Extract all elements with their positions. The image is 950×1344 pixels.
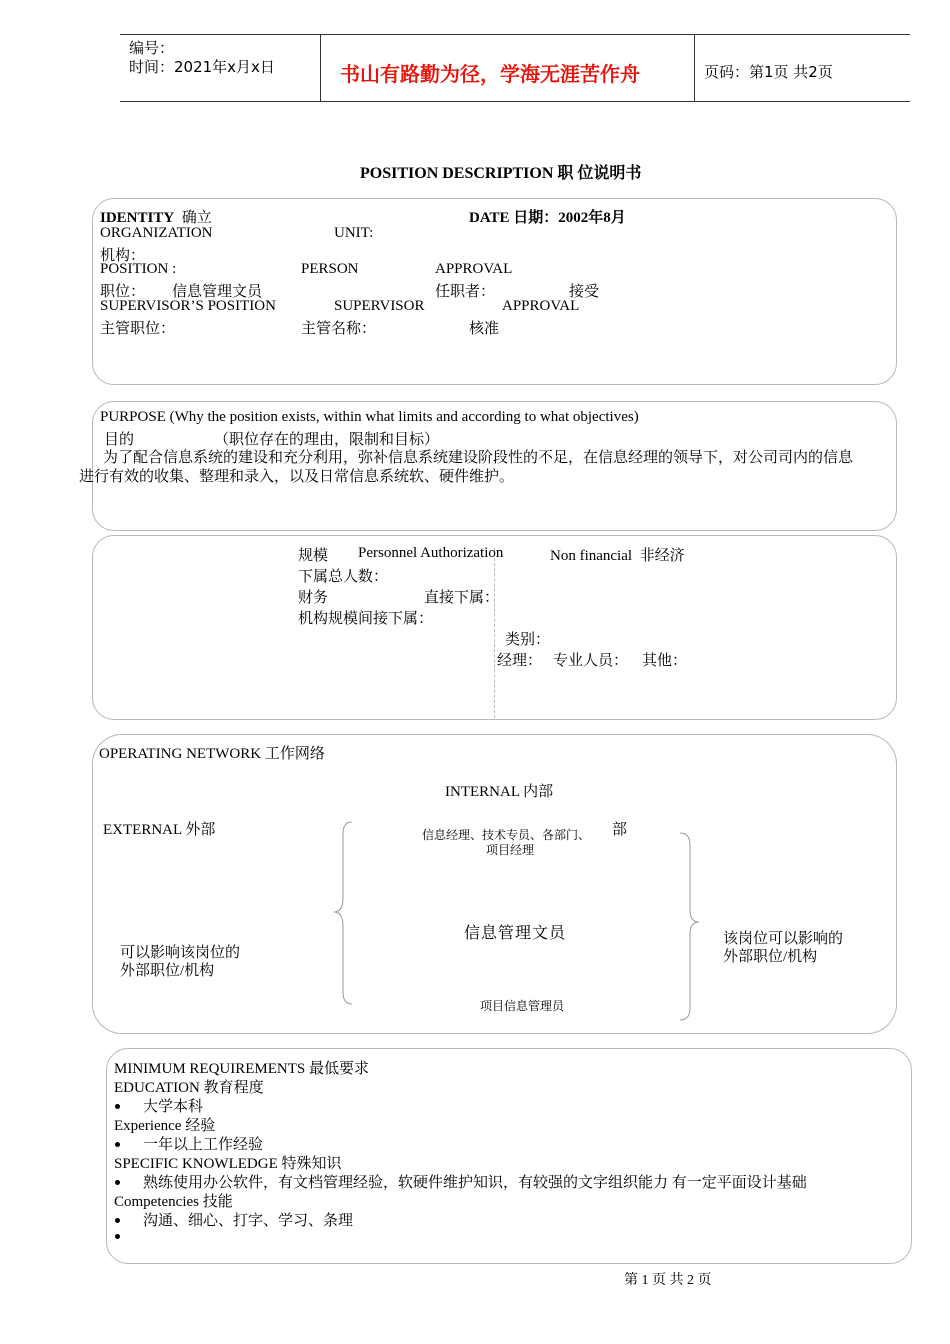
left-note-1: 可以影响该岗位的 — [120, 945, 241, 961]
purpose-text-line1: 为了配合信息系统的建设和充分利用，弥补信息系统建设阶段性的不足，在信息经理的领导下，对公司司内的信息 — [103, 450, 854, 466]
header-time-label: 时间：2021年x月x日 — [129, 58, 275, 76]
left-note-2: 外部职位/机构 — [120, 963, 215, 979]
supervisor-label: SUPERVISOR — [334, 298, 425, 314]
right-note-1: 该岗位可以影响的 — [723, 931, 844, 947]
direct-subordinates-label: 直接下属： — [424, 588, 500, 606]
competencies-label: Competencies 技能 — [114, 1194, 233, 1210]
organization-label: ORGANIZATION — [100, 225, 213, 241]
experience-item: 一年以上工作经验 — [143, 1137, 264, 1153]
professional-label: 专业人员： — [553, 651, 629, 669]
header-page-info: 页码：第1页 共2页 — [704, 63, 833, 81]
personnel-authorization-label: Personnel Authorization — [358, 545, 504, 561]
external-label: EXTERNAL 外部 — [103, 822, 216, 838]
subordinate-label: 项目信息管理员 — [480, 999, 565, 1013]
education-label: EDUCATION 教育程度 — [114, 1080, 264, 1096]
competencies-item: 沟通、细心、打字、学习、条理 — [143, 1213, 354, 1229]
category-label: 类别： — [505, 630, 551, 648]
experience-label: Experience 经验 — [114, 1118, 216, 1134]
non-financial-label: Non financial 非经济 — [550, 546, 685, 564]
total-subordinates-label: 下属总人数： — [298, 567, 389, 585]
other-label: 其他： — [642, 651, 688, 669]
requirements-title: MINIMUM REQUIREMENTS 最低要求 — [114, 1061, 370, 1077]
organization-cn-label: 机构： — [100, 248, 146, 264]
approval2-cn-label: 核准 — [469, 321, 500, 337]
position-value: 信息管理文员 — [172, 284, 263, 300]
supervisor-position-label: SUPERVISOR’S POSITION — [100, 298, 276, 314]
bullet-empty — [115, 1234, 120, 1239]
internal-peers-suffix: 部 — [612, 822, 628, 838]
document-title: POSITION DESCRIPTION 职 位说明书 — [360, 165, 642, 182]
purpose-text-line2: 进行有效的收集、整理和录入，以及日常信息系统软、硬件维护。 — [79, 469, 515, 485]
left-bracket — [334, 822, 352, 1004]
bullet-education — [115, 1104, 120, 1109]
supervisor-cn-label: 主管名称： — [301, 321, 377, 337]
unit-label: UNIT: — [334, 225, 374, 241]
bullet-competencies — [115, 1218, 120, 1223]
indirect-subordinates-label: 机构规模间接下属： — [298, 609, 434, 627]
identity-label: IDENTITY 确立 — [100, 210, 212, 226]
education-item: 大学本科 — [143, 1099, 204, 1115]
knowledge-item: 熟练使用办公软件，有文档管理经验，软硬件维护知识，有较强的文字组织能力 有一定平面设计基础 — [143, 1175, 807, 1191]
bullet-experience — [115, 1142, 120, 1147]
approval-cn-label: 接受 — [569, 284, 600, 300]
internal-peers-label: 信息经理、技术专员、各部门、 — [422, 828, 591, 842]
right-note-2: 外部职位/机构 — [723, 949, 818, 965]
approval-label: APPROVAL — [435, 261, 513, 277]
person-cn-label: 任职者： — [435, 284, 496, 300]
center-position-label: 信息管理文员 — [464, 925, 567, 942]
header-motto: 书山有路勤为径，学海无涯苦作舟 — [340, 62, 640, 86]
position-cn-label: 职位： — [100, 284, 146, 300]
manager-label: 经理： — [497, 651, 543, 669]
network-title: OPERATING NETWORK 工作网络 — [99, 746, 325, 762]
person-label: PERSON — [301, 261, 359, 277]
right-bracket — [680, 833, 699, 1020]
supervisor-position-cn-label: 主管职位： — [100, 321, 176, 337]
purpose-label-cn-note: （职位存在的理由，限制和目标） — [214, 432, 440, 448]
date-label: DATE 日期：2002年8月 — [469, 210, 626, 226]
purpose-label-cn: 目的 — [104, 432, 135, 448]
finance-label: 财务 — [298, 588, 329, 606]
internal-peers-label-2: 项目经理 — [486, 843, 535, 857]
knowledge-label: SPECIFIC KNOWLEDGE 特殊知识 — [114, 1156, 342, 1172]
footer-page-number: 第 1 页 共 2 页 — [624, 1273, 712, 1288]
purpose-label: PURPOSE (Why the position exists, within what limits and according to what objectives) — [100, 409, 639, 425]
position-label: POSITION : — [100, 261, 177, 277]
scale-cn-label: 规模 — [298, 546, 329, 564]
bullet-knowledge — [115, 1180, 120, 1185]
header-number-label: 编号： — [129, 39, 175, 57]
internal-label: INTERNAL 内部 — [445, 784, 554, 800]
approval2-label: APPROVAL — [502, 298, 580, 314]
